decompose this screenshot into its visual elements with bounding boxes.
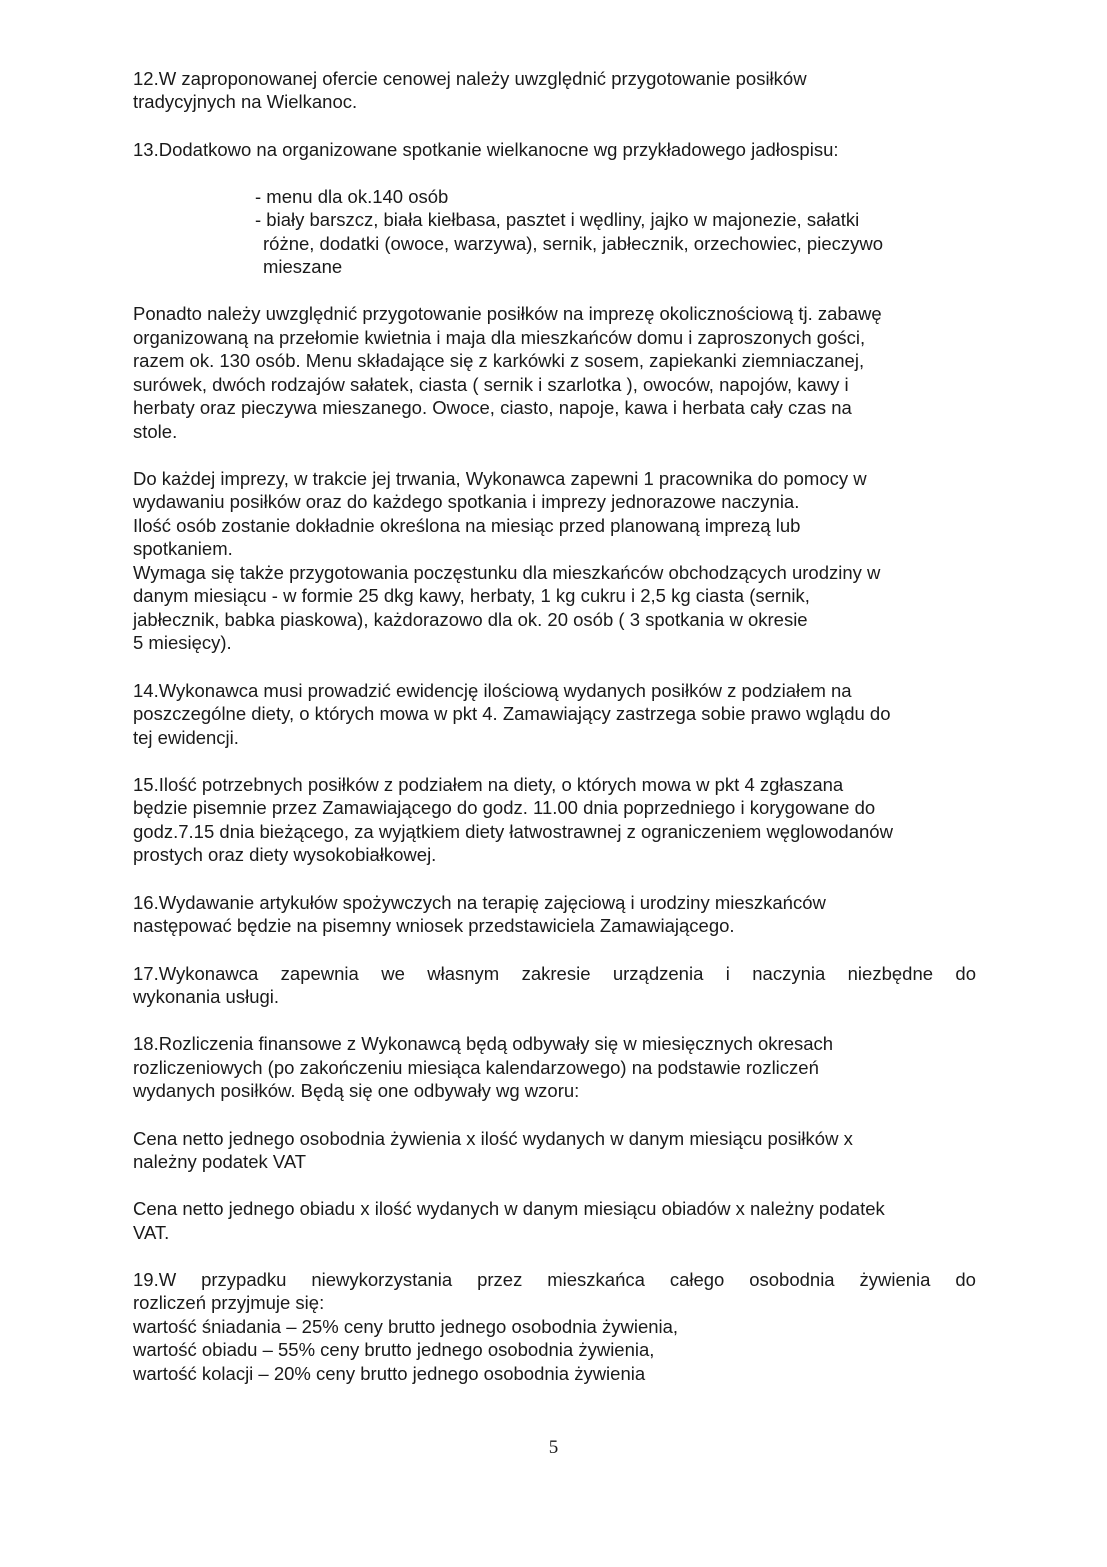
p16-line: 16.Wydawanie artykułów spożywczych na terapię zajęciową i urodziny mieszkańców bbox=[133, 892, 826, 913]
p13-line-1: 13.Dodatkowo na organizowane spotkanie wielkanocne wg przykładowego jadłospisu: bbox=[133, 139, 839, 160]
paragraph-line: razem ok. 130 osób. Menu składające się z karkówki z sosem, zapiekanki ziemniaczanej, bbox=[133, 350, 865, 371]
word: zakresie bbox=[521, 963, 591, 984]
word: osobodnia bbox=[749, 1269, 835, 1290]
word: we bbox=[381, 963, 405, 984]
p18-line: wydanych posiłków. Będą się one odbywały wg wzoru: bbox=[133, 1080, 580, 1101]
word: przypadku bbox=[201, 1269, 287, 1290]
paragraph-line: organizowaną na przełomie kwietnia i maja dla mieszkańców domu i zaproszonych gości, bbox=[133, 327, 866, 348]
word: niewykorzystania bbox=[311, 1269, 453, 1290]
paragraph-line: Do każdej imprezy, w trakcie jej trwania, Wykonawca zapewni 1 pracownika do pomocy w bbox=[133, 468, 867, 489]
p14-line: tej ewidencji. bbox=[133, 727, 239, 748]
p19-line-1 bbox=[133, 1268, 976, 1292]
word: zapewnia bbox=[280, 963, 359, 984]
paragraph-line: wydawaniu posiłków oraz do każdego spotkania i imprezy jednorazowe naczynia. bbox=[133, 491, 800, 512]
word: 17.Wykonawca bbox=[133, 963, 259, 984]
word: urządzenia bbox=[612, 963, 704, 984]
formula-2-line: VAT. bbox=[133, 1222, 170, 1243]
p13-menu-item-1: - menu dla ok.140 osób bbox=[255, 186, 449, 207]
p12-line-2: tradycyjnych na Wielkanoc. bbox=[133, 91, 358, 112]
p15-line: będzie pisemnie przez Zamawiającego do godz. 11.00 dnia poprzedniego i korygowane do bbox=[133, 797, 876, 818]
word: 19.W bbox=[133, 1269, 177, 1290]
word: przez bbox=[477, 1269, 523, 1290]
paragraph-line: herbaty oraz pieczywa mieszanego. Owoce, ciasto, napoje, kawa i herbata cały czas na bbox=[133, 397, 852, 418]
p17-line-1 bbox=[133, 962, 976, 986]
p19-line-2: rozliczeń przyjmuje się: bbox=[133, 1292, 325, 1313]
paragraph-line: surówek, dwóch rodzajów sałatek, ciasta ( sernik i szarlotka ), owoców, napojów, kawy i bbox=[133, 374, 849, 395]
p15-line: 15.Ilość potrzebnych posiłków z podziałem na diety, o których mowa w pkt 4 zgłaszana bbox=[133, 774, 844, 795]
p12-line-1: 12.W zaproponowanej ofercie cenowej należy uwzględnić przygotowanie posiłków bbox=[133, 68, 807, 89]
paragraph-line: jabłecznik, babka piaskowa), każdorazowo dla ok. 20 osób ( 3 spotkania w okresie bbox=[133, 609, 808, 630]
p18-line: rozliczeniowych (po zakończeniu miesiąca kalendarzowego) na podstawie rozliczeń bbox=[133, 1057, 819, 1078]
word: całego bbox=[669, 1269, 725, 1290]
p15-line: godz.7.15 dnia bieżącego, za wyjątkiem diety łatwostrawnej z ograniczeniem węglowodanów bbox=[133, 821, 893, 842]
p13-menu-item-2: - biały barszcz, biała kiełbasa, pasztet i wędliny, jajko w majonezie, sałatki bbox=[255, 209, 860, 230]
word: niezbędne bbox=[847, 963, 934, 984]
word: mieszkańca bbox=[547, 1269, 645, 1290]
paragraph-line: 5 miesięcy). bbox=[133, 632, 232, 653]
word: żywienia bbox=[859, 1269, 931, 1290]
word: do bbox=[955, 1269, 976, 1290]
p13-menu-item-2-cont: mieszane bbox=[263, 256, 343, 277]
formula-1-line: należny podatek VAT bbox=[133, 1151, 307, 1172]
word: i bbox=[725, 963, 730, 984]
word: naczynia bbox=[752, 963, 826, 984]
paragraph-line: Wymaga się także przygotowania poczęstunku dla mieszkańców obchodzących urodziny w bbox=[133, 562, 881, 583]
formula-2-line: Cena netto jednego obiadu x ilość wydanych w danym miesiącu obiadów x należny podatek bbox=[133, 1198, 885, 1219]
p17-line-2: wykonania usługi. bbox=[133, 986, 280, 1007]
word: własnym bbox=[427, 963, 500, 984]
p16-line: następować będzie na pisemny wniosek przedstawiciela Zamawiającego. bbox=[133, 915, 735, 936]
paragraph-line: Ponadto należy uwzględnić przygotowanie posiłków na imprezę okolicznościową tj. zabawę bbox=[133, 303, 882, 324]
paragraph-line: spotkaniem. bbox=[133, 538, 233, 559]
p19-line-3: wartość śniadania – 25% ceny brutto jednego osobodnia żywienia, bbox=[133, 1316, 679, 1337]
paragraph-line: danym miesiącu - w formie 25 dkg kawy, herbaty, 1 kg cukru i 2,5 kg ciasta (sernik, bbox=[133, 585, 810, 606]
p19-line-5: wartość kolacji – 20% ceny brutto jednego osobodnia żywienia bbox=[133, 1363, 646, 1384]
p13-menu-item-2-cont: różne, dodatki (owoce, warzywa), sernik, jabłecznik, orzechowiec, pieczywo bbox=[263, 233, 884, 254]
p15-line: prostych oraz diety wysokobiałkowej. bbox=[133, 844, 437, 865]
page-number: 5 bbox=[548, 1437, 559, 1458]
word: do bbox=[955, 963, 976, 984]
paragraph-line: Ilość osób zostanie dokładnie określona na miesiąc przed planowaną imprezą lub bbox=[133, 515, 801, 536]
formula-1-line: Cena netto jednego osobodnia żywienia x ilość wydanych w danym miesiącu posiłków x bbox=[133, 1128, 853, 1149]
p19-line-4: wartość obiadu – 55% ceny brutto jednego osobodnia żywienia, bbox=[133, 1339, 655, 1360]
paragraph-line: stole. bbox=[133, 421, 178, 442]
p18-line: 18.Rozliczenia finansowe z Wykonawcą będą odbywały się w miesięcznych okresach bbox=[133, 1033, 834, 1054]
p14-line: poszczególne diety, o których mowa w pkt 4. Zamawiający zastrzega sobie prawo wglądu do bbox=[133, 703, 891, 724]
p14-line: 14.Wykonawca musi prowadzić ewidencję ilościową wydanych posiłków z podziałem na bbox=[133, 680, 852, 701]
